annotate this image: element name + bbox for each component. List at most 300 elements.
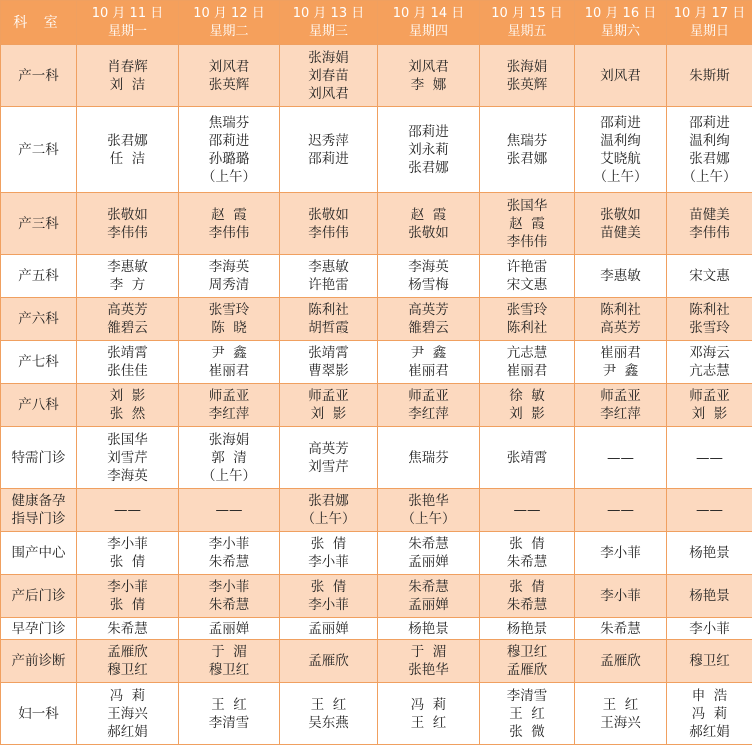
staff-name: 张君娜 [308, 493, 349, 509]
schedule-cell [378, 298, 480, 341]
schedule-cell [575, 532, 667, 575]
dept-cell [1, 255, 77, 298]
staff-name: 陈利社 [600, 302, 641, 318]
staff-name: 亢志慧 [506, 345, 548, 361]
schedule-cell [480, 341, 575, 384]
staff-name: 李惠敏 [308, 259, 349, 275]
staff-name: 师孟亚 [408, 388, 449, 404]
schedule-row [1, 532, 752, 575]
staff-name: 李红萍 [408, 406, 449, 422]
staff-name: 王海兴 [107, 705, 148, 722]
staff-name: 孟丽婵 [208, 620, 250, 637]
staff-name: 杨艳景 [689, 588, 730, 604]
schedule-cell [378, 193, 480, 255]
staff-name: 张君娜 [408, 159, 449, 176]
day-header [179, 1, 280, 45]
schedule-cell [77, 107, 179, 193]
day-date: 10 月 16 日 [584, 5, 657, 21]
schedule-cell [77, 384, 179, 427]
staff-name: 穆卫红 [689, 653, 730, 669]
day-header [280, 1, 378, 45]
dept-name: 产前诊断 [11, 653, 66, 669]
schedule-cell [378, 683, 480, 745]
schedule-cell [77, 532, 179, 575]
staff-name: 李伟伟 [506, 233, 548, 250]
staff-name: 张 倩 [310, 536, 347, 552]
schedule-cell [77, 640, 179, 683]
staff-name: 许艳雷 [506, 259, 548, 275]
schedule-cell [575, 298, 667, 341]
staff-name: 邵莉进 [689, 114, 730, 131]
day-weekday: 星期四 [408, 23, 448, 39]
staff-name: 师孟亚 [208, 388, 250, 404]
staff-name: 刘风君 [408, 58, 449, 75]
schedule-cell [77, 255, 179, 298]
staff-name: 李惠敏 [107, 259, 148, 275]
schedule-cell [77, 489, 179, 532]
day-header [378, 1, 480, 45]
schedule-row [1, 489, 752, 532]
staff-name: 张 然 [109, 406, 146, 422]
day-date: 10 月 12 日 [193, 5, 265, 21]
schedule-cell [77, 427, 179, 489]
staff-name: 邵莉进 [208, 132, 250, 149]
staff-name: 周秀清 [208, 277, 250, 293]
staff-name: 朱斯斯 [689, 67, 730, 84]
staff-name: 朱希慧 [408, 579, 449, 595]
schedule-cell [179, 193, 280, 255]
staff-name: 李小菲 [600, 588, 641, 604]
staff-name: 冯 莉 [410, 696, 447, 713]
schedule-row [1, 341, 752, 384]
schedule-cell [667, 618, 752, 640]
staff-name: 孙璐璐 [208, 150, 250, 167]
staff-name: 尹 鑫 [211, 345, 247, 361]
staff-name: 李伟伟 [208, 224, 250, 241]
staff-name: 张艳华 [408, 493, 449, 509]
dept-name: 产二科 [18, 141, 59, 158]
schedule-cell [378, 45, 480, 107]
staff-name: 师孟亚 [308, 388, 349, 404]
staff-name: 于 湄 [410, 644, 447, 660]
staff-name: 张靖霄 [308, 345, 349, 361]
staff-name: （上午） [682, 168, 737, 185]
staff-name: —— [607, 502, 634, 518]
staff-name: 焦瑞芬 [208, 114, 250, 131]
staff-name: 李小菲 [308, 554, 349, 570]
schedule-cell [378, 341, 480, 384]
header-row [1, 1, 752, 45]
schedule-cell [378, 575, 480, 618]
staff-name: 苗健美 [689, 206, 730, 223]
staff-name: 李清雪 [506, 687, 548, 704]
schedule-cell [667, 384, 752, 427]
staff-name: 李小菲 [689, 620, 730, 637]
schedule-cell [378, 427, 480, 489]
staff-name: 赵 霞 [410, 206, 447, 223]
staff-name: 张海娟 [506, 58, 548, 75]
staff-name: 师孟亚 [689, 388, 730, 404]
staff-name: 王 红 [410, 714, 447, 731]
day-header [77, 1, 179, 45]
dept-cell [1, 618, 77, 640]
staff-name: 刘风君 [308, 85, 349, 102]
day-weekday: 星期五 [507, 23, 547, 39]
staff-name: 王 红 [310, 696, 347, 713]
staff-name: 张佳佳 [107, 363, 148, 379]
staff-name: 邵莉进 [308, 150, 349, 167]
staff-name: 陈 晓 [211, 320, 247, 336]
staff-name: 朱希慧 [600, 620, 641, 637]
staff-name: 张雪玲 [208, 302, 250, 318]
staff-name: 李小菲 [107, 536, 148, 552]
staff-name: 任 洁 [109, 150, 146, 167]
day-weekday: 星期六 [600, 23, 640, 39]
schedule-cell [480, 107, 575, 193]
staff-name: 亢志慧 [689, 363, 730, 379]
staff-name: 张雪玲 [506, 302, 548, 318]
schedule-cell [77, 193, 179, 255]
staff-name: —— [607, 449, 634, 466]
staff-name: 温利绚 [689, 132, 730, 149]
staff-name: 吴东燕 [308, 714, 349, 731]
schedule-cell [77, 683, 179, 745]
dept-name: 特需门诊 [11, 449, 66, 466]
staff-name: 刘 影 [509, 406, 545, 422]
staff-name: 宋文惠 [506, 277, 548, 293]
day-date: 10 月 14 日 [392, 5, 465, 21]
schedule-cell [378, 255, 480, 298]
staff-name: 孟雁欣 [600, 653, 641, 669]
staff-name: 朱希慧 [208, 597, 250, 613]
schedule-cell [480, 384, 575, 427]
staff-name: 肖春辉 [107, 58, 148, 75]
dept-cell [1, 489, 77, 532]
schedule-cell [575, 489, 667, 532]
dept-name: 产七科 [18, 354, 59, 370]
schedule-cell [667, 298, 752, 341]
schedule-cell [77, 618, 179, 640]
schedule-cell [179, 618, 280, 640]
staff-name: 崔丽君 [208, 363, 250, 379]
staff-name: —— [696, 502, 723, 518]
dept-name: 产一科 [18, 67, 59, 84]
schedule-body [1, 45, 752, 745]
staff-name: 孟雁欣 [506, 662, 548, 678]
schedule-cell [480, 298, 575, 341]
staff-name: 雒碧云 [107, 320, 148, 336]
staff-name: 李伟伟 [308, 224, 349, 241]
schedule-cell [179, 298, 280, 341]
dept-name: 妇一科 [18, 705, 59, 722]
dept-name: 围产中心 [11, 545, 66, 561]
staff-name: 张海娟 [308, 49, 349, 66]
dept-cell [1, 45, 77, 107]
staff-name: 张敬如 [600, 206, 641, 223]
schedule-cell [667, 683, 752, 745]
staff-name: 刘雪芹 [107, 449, 148, 466]
staff-name: 李 娜 [410, 76, 447, 93]
staff-name: 孟丽婵 [308, 620, 349, 637]
schedule-cell [280, 193, 378, 255]
dept-cell [1, 575, 77, 618]
staff-name: 王海兴 [600, 714, 641, 731]
dept-name: 健康备孕 [11, 493, 66, 509]
staff-name: 李小菲 [107, 579, 148, 595]
schedule-cell [480, 640, 575, 683]
staff-name: 郝红娟 [689, 723, 730, 740]
staff-name: 杨雪梅 [408, 277, 449, 293]
schedule-cell [179, 532, 280, 575]
day-header [575, 1, 667, 45]
staff-name: 张英辉 [208, 76, 250, 93]
staff-name: 邓海云 [689, 345, 730, 361]
staff-name: 李伟伟 [689, 224, 730, 241]
schedule-cell [575, 640, 667, 683]
dept-cell [1, 640, 77, 683]
day-date: 10 月 13 日 [292, 5, 365, 21]
staff-name: 张 倩 [109, 597, 146, 613]
schedule-row [1, 255, 752, 298]
schedule-cell [77, 341, 179, 384]
staff-name: （上午） [202, 467, 256, 484]
schedule-cell [667, 532, 752, 575]
staff-name: 雒碧云 [408, 320, 449, 336]
schedule-row [1, 640, 752, 683]
schedule-cell [280, 107, 378, 193]
schedule-cell [667, 575, 752, 618]
schedule-cell [667, 640, 752, 683]
staff-name: 李小菲 [308, 597, 349, 613]
staff-name: 张 倩 [310, 579, 347, 595]
dept-name: 产八科 [18, 397, 59, 413]
schedule-cell [280, 341, 378, 384]
schedule-cell [480, 618, 575, 640]
staff-name: 朱希慧 [208, 554, 250, 570]
staff-name: 刘风君 [600, 67, 641, 84]
staff-name: （上午） [202, 168, 256, 185]
staff-name: 刘雪芹 [308, 458, 349, 475]
staff-name: 徐 敏 [509, 388, 545, 404]
staff-name: 孟雁欣 [308, 653, 349, 669]
schedule-cell [280, 683, 378, 745]
staff-name: 曹翠影 [308, 363, 349, 379]
staff-name: 张 倩 [109, 554, 146, 570]
staff-name: 张海娟 [208, 431, 250, 448]
staff-name: 高英芳 [308, 440, 349, 457]
staff-name: 焦瑞芬 [408, 449, 449, 466]
schedule-cell [280, 45, 378, 107]
day-date: 10 月 17 日 [673, 5, 746, 21]
staff-name: 高英芳 [107, 302, 148, 318]
schedule-cell [480, 193, 575, 255]
schedule-cell [378, 532, 480, 575]
staff-name: 郝红娟 [107, 723, 148, 740]
day-weekday: 星期一 [107, 23, 147, 39]
staff-name: 李红萍 [208, 406, 250, 422]
schedule-cell [575, 341, 667, 384]
staff-name: 冯 莉 [109, 687, 146, 704]
staff-name: 刘 影 [691, 406, 728, 422]
staff-name: 宋文惠 [689, 268, 730, 284]
schedule-cell [179, 255, 280, 298]
schedule-cell [280, 298, 378, 341]
staff-name: 胡哲霞 [308, 320, 349, 336]
staff-name: 张英辉 [506, 76, 548, 93]
schedule-cell [280, 384, 378, 427]
staff-name: 张 微 [509, 723, 545, 740]
staff-name: 刘 影 [109, 388, 146, 404]
schedule-cell [280, 255, 378, 298]
staff-name: （上午） [593, 168, 648, 185]
dept-name: 产六科 [18, 311, 59, 327]
staff-name: 崔丽君 [408, 363, 449, 379]
staff-name: 朱希慧 [408, 536, 449, 552]
schedule-cell [480, 532, 575, 575]
staff-name: 尹 鑫 [602, 363, 639, 379]
staff-name: 邵莉进 [408, 123, 449, 140]
schedule-cell [378, 640, 480, 683]
schedule-cell [179, 341, 280, 384]
dept-name: 早孕门诊 [11, 620, 66, 637]
dept-name: 产五科 [18, 268, 59, 284]
schedule-row [1, 384, 752, 427]
staff-name: 李小菲 [208, 536, 250, 552]
schedule-cell [575, 384, 667, 427]
staff-name: 张 倩 [509, 579, 545, 595]
staff-name: 孟丽婵 [408, 597, 449, 613]
schedule-cell [480, 683, 575, 745]
staff-name: 穆卫红 [506, 644, 548, 660]
staff-name: 张艳华 [408, 662, 449, 678]
schedule-row [1, 618, 752, 640]
schedule-cell [667, 107, 752, 193]
schedule-cell [575, 45, 667, 107]
schedule-cell [280, 618, 378, 640]
dept-cell [1, 384, 77, 427]
schedule-row [1, 45, 752, 107]
staff-name: 尹 鑫 [410, 345, 447, 361]
staff-name: 邵莉进 [600, 114, 641, 131]
staff-name: 许艳雷 [308, 277, 349, 293]
staff-name: 李伟伟 [107, 224, 148, 241]
schedule-cell [575, 683, 667, 745]
schedule-cell [280, 489, 378, 532]
schedule-cell [280, 640, 378, 683]
day-weekday: 星期三 [308, 23, 348, 39]
staff-name: 朱希慧 [107, 620, 148, 637]
dept-cell [1, 298, 77, 341]
schedule-row [1, 193, 752, 255]
schedule-row [1, 107, 752, 193]
schedule-cell [575, 193, 667, 255]
staff-name: 王 红 [211, 696, 247, 713]
schedule-cell [667, 427, 752, 489]
dept-cell [1, 193, 77, 255]
day-weekday: 星期日 [689, 23, 729, 39]
dept-cell [1, 107, 77, 193]
staff-name: 李海英 [107, 467, 148, 484]
schedule-row [1, 427, 752, 489]
schedule-cell [179, 489, 280, 532]
day-date: 10 月 15 日 [491, 5, 563, 21]
dept-header: 科 室 [1, 1, 77, 45]
staff-name: 冯 莉 [691, 705, 728, 722]
schedule-cell [77, 575, 179, 618]
staff-name: 孟雁欣 [107, 644, 148, 660]
day-header [667, 1, 752, 45]
staff-name: 张君娜 [107, 132, 148, 149]
staff-name: 迟秀萍 [308, 132, 349, 149]
staff-name: 陈利社 [308, 302, 349, 318]
schedule-cell [179, 683, 280, 745]
schedule-cell [280, 575, 378, 618]
schedule-cell [667, 255, 752, 298]
staff-name: 刘春苗 [308, 67, 349, 84]
staff-name: 郭 清 [211, 449, 247, 466]
staff-name: 温利绚 [600, 132, 641, 149]
staff-name: 刘永莉 [408, 141, 449, 158]
staff-name: 于 湄 [211, 644, 247, 660]
schedule-cell [179, 640, 280, 683]
dept-cell [1, 427, 77, 489]
schedule-cell [480, 575, 575, 618]
schedule-cell [667, 489, 752, 532]
staff-name: 张敬如 [408, 224, 449, 241]
staff-name: 张敬如 [308, 206, 349, 223]
schedule-cell [480, 45, 575, 107]
staff-name: 张国华 [506, 197, 548, 214]
schedule-cell [575, 107, 667, 193]
schedule-row [1, 575, 752, 618]
staff-name: 王 红 [602, 696, 639, 713]
schedule-cell [179, 384, 280, 427]
staff-name: —— [513, 502, 541, 518]
staff-name: 李小菲 [208, 579, 250, 595]
staff-name: 孟丽婵 [408, 554, 449, 570]
schedule-cell [667, 45, 752, 107]
staff-name: 杨艳景 [506, 620, 548, 637]
staff-name: 张国华 [107, 431, 148, 448]
staff-name: 张雪玲 [689, 320, 730, 336]
staff-name: —— [215, 502, 243, 518]
staff-name: 高英芳 [408, 302, 449, 318]
staff-name: 张君娜 [689, 150, 730, 167]
staff-name: 苗健美 [600, 224, 641, 241]
staff-name: 师孟亚 [600, 388, 641, 404]
staff-name: 李惠敏 [600, 268, 641, 284]
staff-name: 刘 影 [310, 406, 347, 422]
day-header [480, 1, 575, 45]
staff-name: 赵 霞 [211, 206, 247, 223]
staff-name: 陈利社 [506, 320, 548, 336]
staff-name: 张靖霄 [107, 345, 148, 361]
staff-name: 赵 霞 [509, 215, 545, 232]
staff-name: 杨艳景 [689, 545, 730, 561]
staff-name: 穆卫红 [208, 662, 250, 678]
dept-name: 产后门诊 [11, 588, 66, 604]
schedule-cell [480, 489, 575, 532]
staff-name: 张敬如 [107, 206, 148, 223]
staff-name: 王 红 [509, 705, 545, 722]
staff-name: 李小菲 [600, 545, 641, 561]
staff-name: 刘风君 [208, 58, 250, 75]
schedule-cell [280, 532, 378, 575]
staff-name: 朱希慧 [506, 554, 548, 570]
schedule-row [1, 298, 752, 341]
schedule-cell [179, 107, 280, 193]
staff-name: 朱希慧 [506, 597, 548, 613]
